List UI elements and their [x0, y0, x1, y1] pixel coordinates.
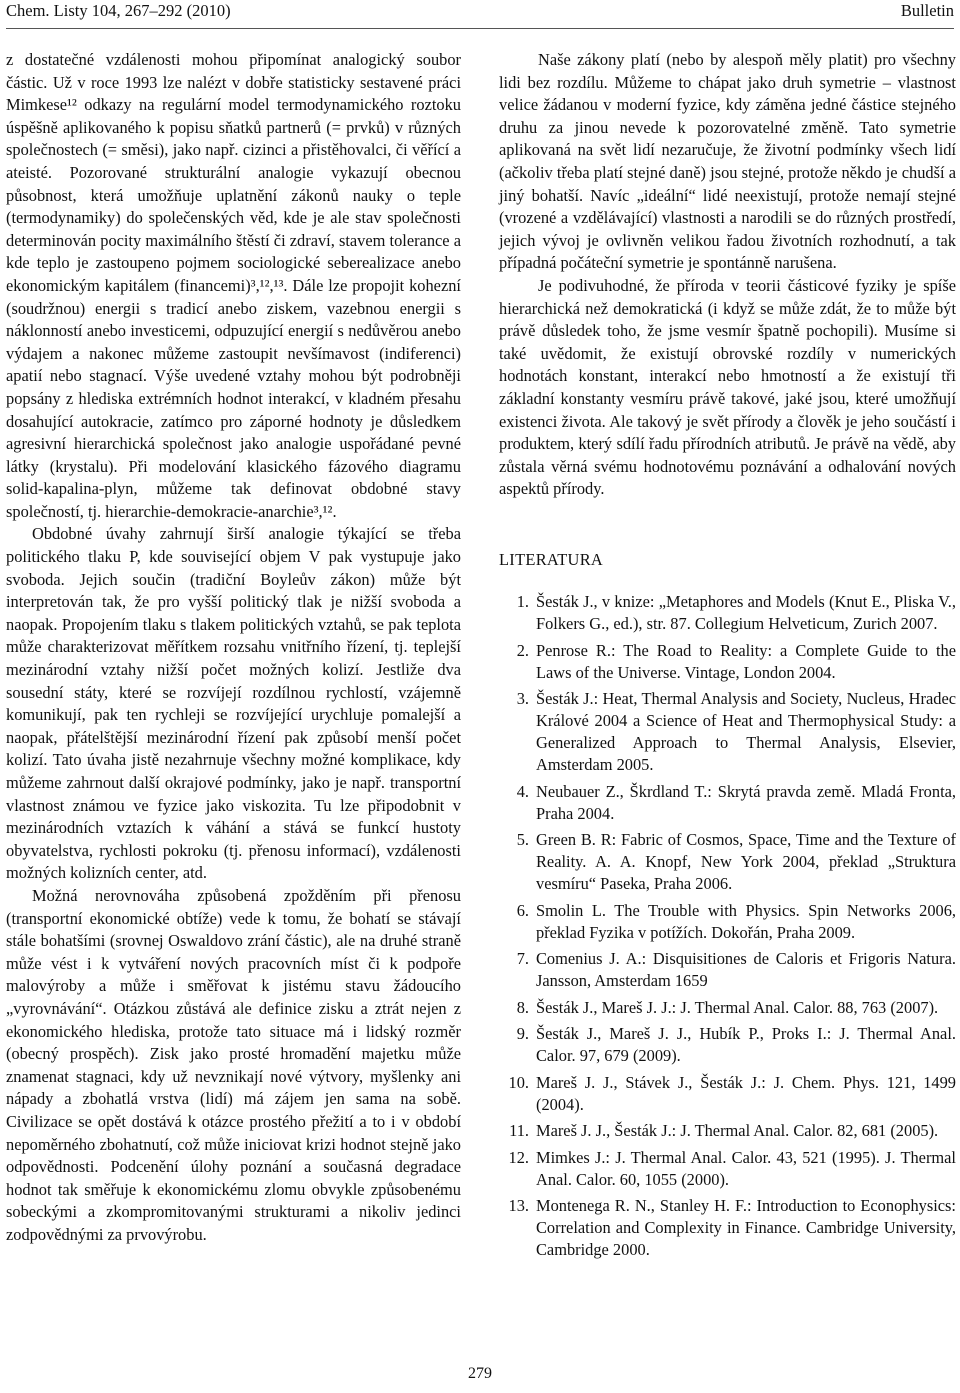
reference-text: Šesták J.: Heat, Thermal Analysis and Society, Nucleus, Hradec Králové 2004 a Science of Heat and Thermophysical Study: a Generalized Approach to Thermal Analysis, Elsevier, Amsterdam 2005.	[536, 689, 956, 775]
reference-number: 10.	[508, 1072, 529, 1092]
reference-item	[499, 591, 956, 635]
literature-heading: LITERATURA	[499, 549, 604, 569]
section-label: Bulletin	[900, 1, 954, 20]
reference-text: Mimkes J.: J. Thermal Anal. Calor. 43, 521 (1995). J. Thermal Anal. Calor. 60, 1055 (2000).	[536, 1147, 956, 1189]
reference-number: 1.	[516, 592, 529, 612]
reference-item	[499, 948, 956, 992]
reference-text: Mareš J. J., Šesták J.: J. Thermal Anal. Calor. 82, 681 (2005).	[536, 1121, 939, 1141]
reference-item	[499, 829, 956, 895]
reference-item	[499, 640, 956, 684]
reference-item	[499, 1072, 956, 1116]
reference-number: 5.	[516, 830, 529, 850]
left-column	[6, 49, 461, 1246]
reference-number: 7.	[516, 949, 529, 969]
page-header	[6, 0, 954, 29]
right-column	[499, 49, 956, 1266]
page-number: 279	[468, 1365, 492, 1382]
reference-number: 12.	[508, 1147, 529, 1167]
journal-citation: Chem. Listy 104, 267–292 (2010)	[6, 1, 231, 20]
paragraph: z dostatečné vzdálenosti mohou připomínat analogický soubor částic. Už v roce 1993 lze nalézt v dobře statisticky sestavené práci Mimkese¹² odkazy na regulární model termodynamického roztoku úspěšně aplikovaného k popisu sňatků partnerů (= prvků) v různých společnostech (= směsi), jako např. cizinci a přistěhovalci, či věřící a ateisté. Pozorované strukturální analogie vykazují obecnou působnost, která umožňuje uplatnění zákonů nauky o teple (termodynamiky) do společenských věd, kde je ale stav společnosti determinován pocity maximálního štěstí či zdraví, stavem tolerance a kde teplo je zastoupeno pojmem sociologické seberealizace anebo ekonomickým kapitálem (financemi)³,¹²,¹³. Dále lze propojit kohezní (soudržnou) energii s tradicí anebo ziskem, vazebnou energii s náklonností anebo investicemi, odpuzující energií s nedůvěrou anebo výdajem a nakonec můžeme zastoupit nevšímavost (indiferenci) apatií nebo stagnací. Výše uvedené vztahy mohou být podrobněji popsány z hlediska extrémních hodnot interakcí, v kladném přesahu dosahující autokracie, zatímco pro záporné hodnoty je důsledkem agresivní hierarchická společnost jako analogie uspořádané pevné látky (krystalu). Při modelování klasického fázového diagramu solid-kapalina-plyn, můžeme tak definovat obdobné stavy společností, tj. hierarchie-demokracie-anarchie³,¹².	[6, 50, 461, 521]
reference-number: 11.	[509, 1121, 529, 1141]
reference-number: 6.	[516, 900, 529, 920]
paragraph: Obdobné úvahy zahrnují širší analogie týkající se třeba politického tlaku P, kde související objem V pak vystupuje jako svoboda. Jejich součin (tradiční Boyleův zákon) může být interpretován tak, že pro vyšší politický tlak je nižší svoboda a naopak. Propojením tlaku s tlakem politických vztahů, se pak teplota může charakterizovat měřítkem rozsahu vnitřního řízení, tj. teplejší mezinárodní vztahy nižší počet možných kolizí. Jestliže dva sousední státy, které se rozvíjejí rozdílnou rychlostí, vzájemně komunikují, pak ten rychleji se rozvíjející urychluje pomalejší a naopak, přátelštější mezinárodní řízení pak způsobí menší počet kolizí. Tato úvaha jistě nezahrnuje všechny možné komplikace, kdy můžeme zahrnout další okrajové podmínky, jako je např. transportní vlastnost známou ve fyzice jako viskozita. Tu lze připodobnit v mezinárodních vztazích k váhání a stává se funkcí hustoty obyvatelstva, rychlosti pokroku (tj. přenosu informací), vzdálenosti možných kolizních center, atd.	[6, 524, 461, 883]
reference-number: 2.	[516, 640, 529, 660]
reference-text: Neubauer Z., Škrdland T.: Skrytá pravda země. Mladá Fronta, Praha 2004.	[536, 781, 956, 823]
reference-text: Šesták J., v knize: „Metaphores and Models (Knut E., Pliska V., Folkers G., ed.), str. 87. Collegium Helveticum, Zurich 2007.	[536, 592, 956, 634]
paragraph: Možná nerovnováha způsobená zpožděním při přenosu (transportní ekonomické obtíže) vede k tomu, že bohatí se stávají stále bohatšími (srovnej Oswaldovo zrání částic), ale na druhé straně může vést i k vytváření nových pracovních míst či k podpoře malovýroby a může i směřovat k jistému stavu žádoucího „vyrovnávání“. Otázkou zůstává ale definice zisku a ztrát nejen z ekonomického hlediska, protože tato situace má i lidský rozměr (obecný prospěch). Zisk jako prosté hromadění majetku může znamenat stagnaci, kdy už nevznikají nové výtvory, myšlenky ani nápady a zbohatlá vrstva (lidí) má zájem jen sama na sobě. Civilizace se opět dostává k otázce prostého přežití a to i v období nepoměrného zbohatnutí, což může iniciovat krizi hodnot stejně jako odpovědnosti. Podcenění úlohy poznání a současná degradace hodnot tak směřuje k ekonomickému zlomu obvykle způsobenému sobeckými a zkompromitovanými strukturami a nikoliv jedinci zodpovědnými za prvovýrobu.	[6, 885, 461, 1244]
reference-number: 4.	[516, 781, 529, 801]
reference-item	[499, 1195, 956, 1261]
reference-number: 9.	[516, 1024, 529, 1044]
reference-text: Comenius J. A.: Disquisitiones de Caloris et Frigoris Natura. Jansson, Amsterdam 1659	[536, 949, 956, 991]
reference-text: Penrose R.: The Road to Reality: a Complete Guide to the Laws of the Universe. Vintage, London 2004.	[536, 640, 956, 682]
reference-number: 8.	[516, 997, 529, 1017]
reference-number: 3.	[516, 689, 529, 709]
reference-text: Šesták J., Mareš J. J., Hubík P., Proks I.: J. Thermal Anal. Calor. 97, 679 (2009).	[536, 1024, 956, 1066]
reference-text: Mareš J. J., Stávek J., Šesták J.: J. Chem. Phys. 121, 1499 (2004).	[536, 1072, 956, 1114]
reference-item	[499, 1147, 956, 1191]
reference-text: Montenega R. N., Stanley H. F.: Introduction to Econophysics: Correlation and Complexity in Finance. Cambridge University, Cambridge 2000.	[536, 1196, 956, 1260]
reference-list	[499, 591, 956, 1261]
reference-item	[499, 997, 956, 1019]
reference-item	[499, 1120, 956, 1142]
reference-text: Šesták J., Mareš J. J.: J. Thermal Anal. Calor. 88, 763 (2007).	[536, 997, 939, 1017]
reference-item	[499, 781, 956, 825]
paragraph: Naše zákony platí (nebo by alespoň měly platit) pro všechny lidi bez rozdílu. Můžeme to chápat jako druh symetrie – vlastnost velice žádanou v moderní fyzice, kdy záměna jedné částice stejného druhu za jinou nevede k pozorovatelné změně. Tato symetrie aplikovaná na svět lidí nezaručuje, že životní podmínky všech lidí (ačkoliv třeba platí stejné daně) jsou stejné, protože někdo je chudší a jiný bohatší. Navíc „ideální“ lidé neexistují, protože nemají stejné (vrozené a vzdělávající) vlastnosti a narodili se do různých prostředí, jejich vývoj je ovlivněn velikou řadou životních rozhodnutí, a tak případná počáteční symetrie je spontánně narušena.	[499, 50, 956, 273]
reference-item	[499, 1023, 956, 1067]
paragraph: Je podivuhodné, že příroda v teorii částicové fyziky je spíše hierarchická než demokratická (i když se může zdát, že to může být právě důsledek toho, že jsme vesmír špatně pochopili). Musíme si také uvědomit, že existují obrovské rozdíly v numerických hodnotách konstant, interakcí nebo hmotností a že existují tři základní konstanty vesmíru právě takové, jaké jsou, které umožňují existenci života. Ale takový je svět přírody a člověk je jeho součástí i produktem, který sdílí řadu přírodních atributů. Je právě na vědě, aby zůstala věrná svému hodnotovému poznávání a odhalování nových aspektů přírody.	[499, 275, 956, 499]
reference-text: Green B. R: Fabric of Cosmos, Space, Time and the Texture of Reality. A. A. Knopf, New York 2004, překlad „Struktura vesmíru“ Paseka, Praha 2006.	[536, 830, 956, 894]
reference-number: 13.	[508, 1196, 529, 1216]
reference-text: Smolin L. The Trouble with Physics. Spin Networks 2006, překlad Fyzika v potížích. Dokořán, Praha 2009.	[536, 900, 956, 942]
reference-item	[499, 900, 956, 944]
reference-item	[499, 688, 956, 776]
